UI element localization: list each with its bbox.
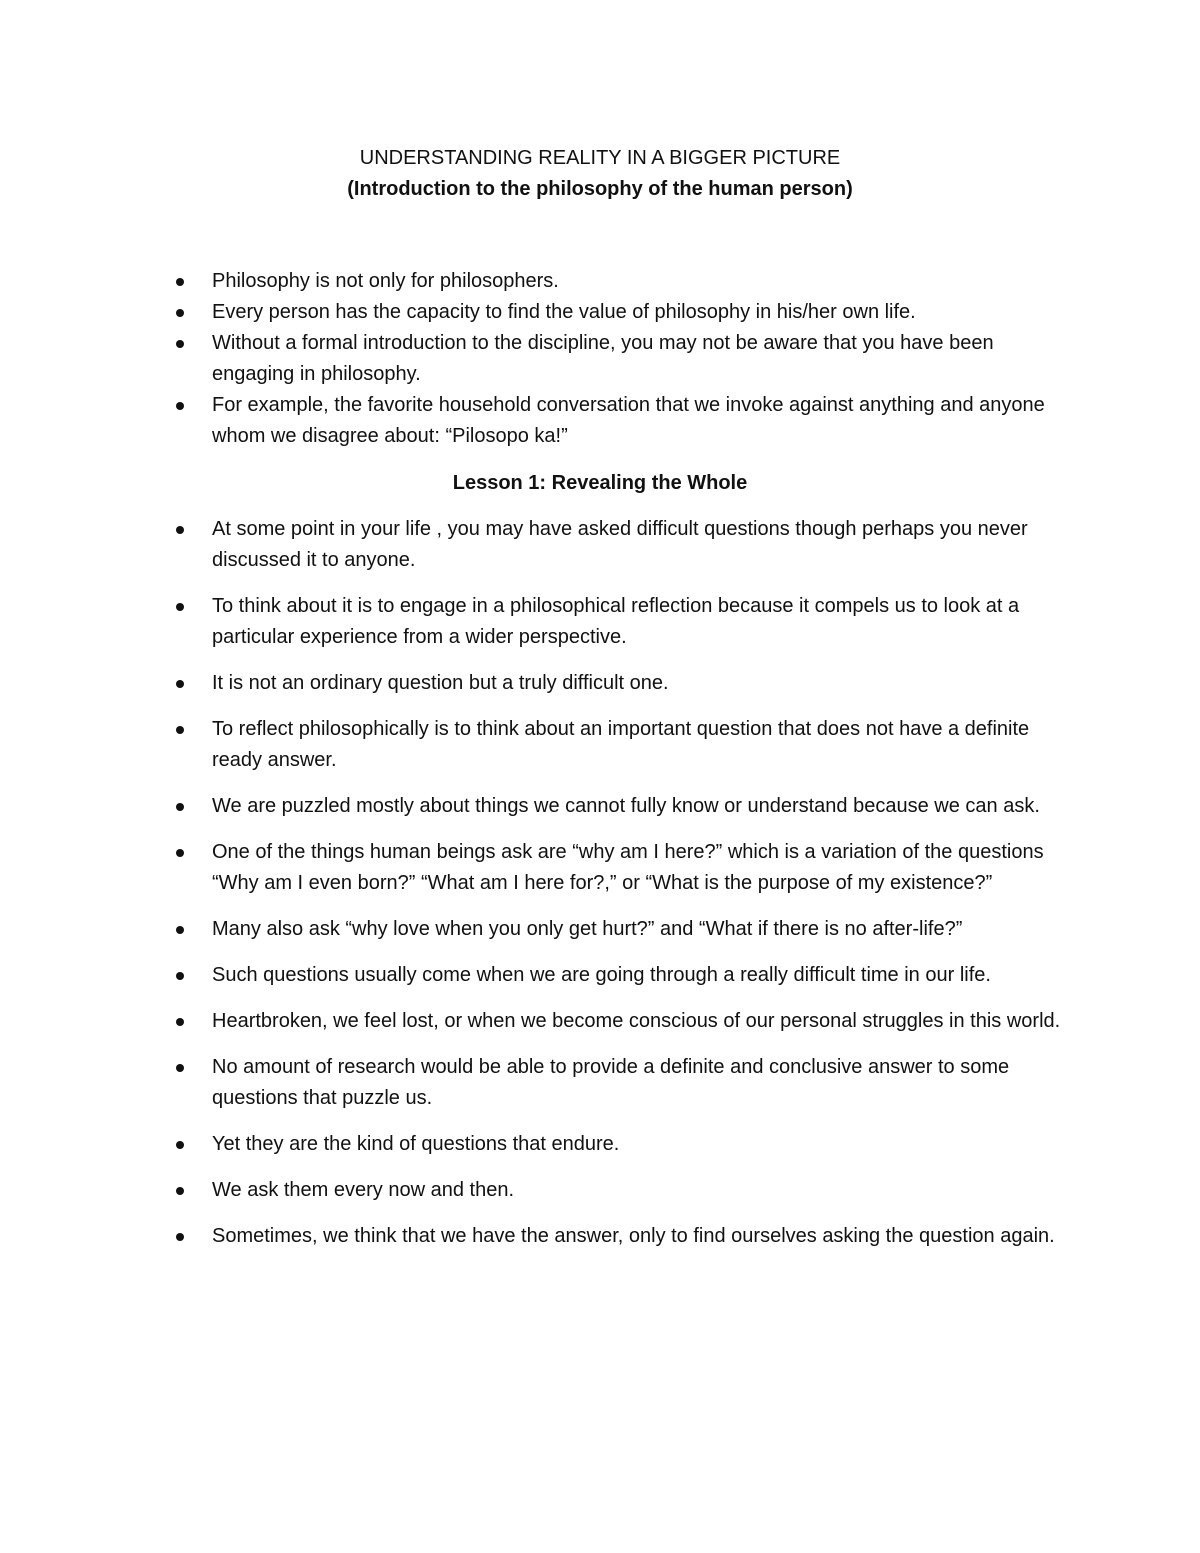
list-item-text: We ask them every now and then. [212, 1179, 515, 1201]
list-item [0, 1006, 1072, 1037]
list-item-text: We are puzzled mostly about things we cannot fully know or understand because we can ask. [212, 795, 1040, 817]
list-item-text: Many also ask “why love when you only get hurt?” and “What if there is no after-life?” [212, 918, 963, 940]
list-item-text: Such questions usually come when we are going through a really difficult time in our life. [212, 964, 991, 986]
bullet-icon [176, 340, 184, 348]
list-item [0, 1221, 1072, 1252]
bullet-icon [176, 1141, 184, 1149]
lesson-bullet-list [0, 514, 1072, 1267]
bullet-icon [176, 926, 184, 934]
list-item [0, 960, 1072, 991]
intro-bullet-list [0, 266, 1072, 452]
list-item [0, 837, 1072, 899]
document-title: UNDERSTANDING REALITY IN A BIGGER PICTURE [359, 147, 841, 169]
list-item-text: To reflect philosophically is to think about an important question that does not have a definite ready answer. [212, 718, 1030, 771]
bullet-icon [176, 1018, 184, 1026]
bullet-icon [176, 1187, 184, 1195]
list-item-text: Every person has the capacity to find the value of philosophy in his/her own life. [212, 301, 916, 323]
list-item [0, 791, 1072, 822]
list-item-text: One of the things human beings ask are “why am I here?” which is a variation of the questions “Why am I even born?” “What am I here for?,” or “What is the purpose of my existence?” [212, 841, 1044, 894]
list-item [0, 714, 1072, 776]
bullet-icon [176, 726, 184, 734]
list-item [0, 297, 1072, 328]
list-item [0, 390, 1072, 452]
bullet-icon [176, 526, 184, 534]
list-item-text: For example, the favorite household conversation that we invoke against anything and anyone whom we disagree about: “Pilosopo ka!” [212, 394, 1045, 447]
list-item [0, 591, 1072, 653]
list-item [0, 914, 1072, 945]
bullet-icon [176, 402, 184, 410]
list-item-text: At some point in your life , you may have asked difficult questions though perhaps you never discussed it to anyone. [212, 518, 1028, 571]
list-item [0, 1052, 1072, 1114]
bullet-icon [176, 1064, 184, 1072]
lesson-heading: Lesson 1: Revealing the Whole [452, 472, 748, 494]
list-item [0, 328, 1072, 390]
list-item [0, 1129, 1072, 1160]
document-subtitle: (Introduction to the philosophy of the human person) [347, 178, 853, 200]
list-item-text: Philosophy is not only for philosophers. [212, 270, 559, 292]
list-item-text: No amount of research would be able to provide a definite and conclusive answer to some questions that puzzle us. [212, 1056, 1010, 1109]
list-item [0, 514, 1072, 576]
list-item-text: Sometimes, we think that we have the answer, only to find ourselves asking the question again. [212, 1225, 1055, 1247]
bullet-icon [176, 278, 184, 286]
bullet-icon [176, 603, 184, 611]
list-item-text: Yet they are the kind of questions that endure. [212, 1133, 620, 1155]
list-item-text: Heartbroken, we feel lost, or when we become conscious of our personal struggles in this world. [212, 1010, 1061, 1032]
bullet-icon [176, 849, 184, 857]
list-item [0, 1175, 1072, 1206]
list-item-text: It is not an ordinary question but a truly difficult one. [212, 672, 669, 694]
list-item [0, 266, 1072, 297]
list-item [0, 668, 1072, 699]
list-item-text: Without a formal introduction to the discipline, you may not be aware that you have been engaging in philosophy. [212, 332, 994, 385]
list-item-text: To think about it is to engage in a philosophical reflection because it compels us to look at a particular experience from a wider perspective. [212, 595, 1020, 648]
bullet-icon [176, 680, 184, 688]
bullet-icon [176, 972, 184, 980]
bullet-icon [176, 1233, 184, 1241]
bullet-icon [176, 803, 184, 811]
bullet-icon [176, 309, 184, 317]
